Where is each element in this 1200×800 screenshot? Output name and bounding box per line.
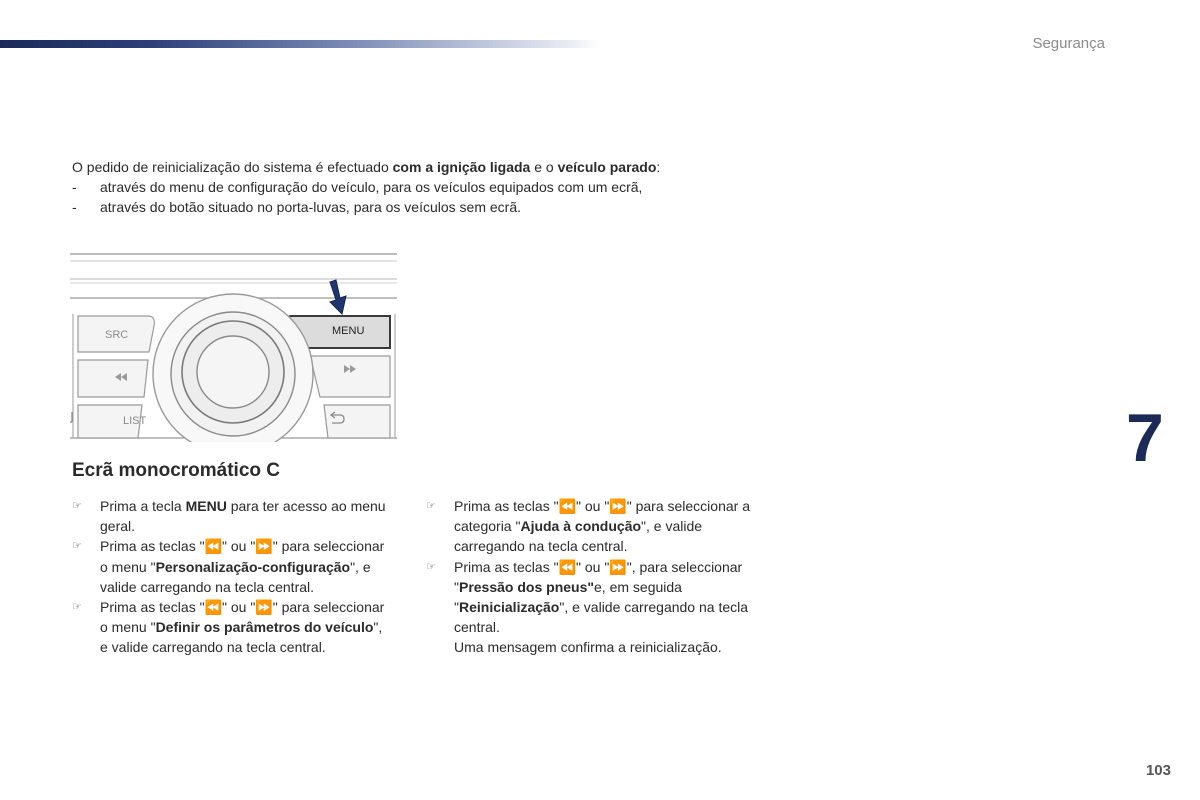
text: Prima as teclas ": [100, 599, 205, 616]
forward-key: [310, 356, 390, 397]
instructions-right-column: [426, 496, 766, 658]
back-key: [324, 405, 390, 438]
text: " para seleccionar o menu ": [100, 599, 385, 636]
instructions-left-column: [72, 496, 392, 658]
text: " ou ": [222, 599, 256, 616]
instruction-item: [426, 557, 766, 658]
text: e, em seguida ": [454, 578, 682, 616]
confirmation-text: Uma mensagem confirma a reinicialização.: [454, 639, 722, 656]
dash-list-item: [72, 177, 772, 197]
text: ", e valide carregando na tecla central.: [454, 518, 703, 555]
text: " ou ": [576, 558, 610, 575]
rewind-icon: ⏪: [558, 498, 576, 514]
rotary-dial-center: [197, 336, 269, 408]
pointing-hand-icon: ☞: [72, 500, 82, 512]
fast-forward-icon: ⏩: [255, 538, 273, 555]
text: " ou ": [576, 498, 610, 514]
chapter-number: 7: [1126, 400, 1164, 476]
intro-lead: [72, 157, 772, 177]
intro-text: O pedido de reinicialização do sistema é efectuado: [72, 159, 393, 175]
bold-text: Ajuda à condução: [520, 518, 642, 535]
instruction-item: [72, 496, 392, 536]
rewind-icon: ⏪: [558, 558, 576, 575]
intro-paragraph: [72, 157, 772, 217]
text: ", e valide carregando na tecla central.: [100, 619, 383, 656]
control-panel-illustration: [70, 252, 397, 442]
dash-bullet: -: [72, 199, 77, 215]
instruction-item: [426, 496, 766, 557]
intro-bold-ignition: com a ignição ligada: [392, 159, 531, 175]
instruction-item: [72, 597, 392, 658]
text: Prima a tecla: [100, 498, 186, 514]
dash-item-text: através do menu de configuração do veículo, para os veículos equipados com um ecrã,: [100, 179, 643, 195]
fast-forward-icon: ⏩: [255, 599, 273, 616]
text: Prima as teclas ": [100, 538, 205, 555]
rewind-icon: ⏪: [204, 599, 222, 616]
text: Prima as teclas ": [454, 498, 559, 514]
intro-bold-stopped: veículo parado: [557, 159, 657, 175]
section-title: Segurança: [1032, 35, 1105, 52]
bold-text: Personalização-configuração: [155, 558, 351, 575]
text: ", e valide carregando na tecla central.: [454, 599, 749, 636]
dash-bullet: -: [72, 179, 77, 195]
pointing-hand-icon: ☞: [72, 601, 82, 614]
fast-forward-icon: ⏩: [609, 558, 627, 575]
text: ", para seleccionar ": [454, 558, 743, 595]
pointing-hand-icon: ☞: [72, 540, 82, 553]
menu-label: MENU: [332, 325, 365, 337]
intro-text: e o: [530, 159, 558, 175]
text: Prima as teclas ": [454, 558, 559, 575]
list-label: LIST: [123, 415, 147, 427]
text: " para seleccionar a categoria ": [454, 498, 750, 535]
bold-text: MENU: [185, 498, 227, 514]
text: " para seleccionar o menu ": [100, 538, 385, 575]
rewind-key: [78, 360, 148, 397]
pointing-hand-icon: ☞: [426, 560, 436, 573]
rewind-icon: ⏪: [204, 538, 222, 555]
text: " ou ": [222, 538, 256, 555]
text: para ter acesso ao menu geral.: [100, 498, 386, 535]
fast-forward-icon: ⏩: [609, 498, 627, 514]
text: ", e valide carregando na tecla central.: [100, 558, 371, 595]
src-label: SRC: [105, 329, 129, 341]
dash-list-item: [72, 197, 772, 217]
page-number: 103: [1145, 762, 1171, 779]
pointing-hand-icon: ☞: [426, 500, 436, 512]
section-subheading: Ecrã monocromático C: [72, 460, 280, 481]
dash-item-text: através do botão situado no porta-luvas, para os veículos sem ecrã.: [100, 199, 522, 215]
header-accent-bar: [0, 40, 600, 48]
bold-text: Reinicialização: [458, 599, 560, 616]
bold-text: Definir os parâmetros do veículo: [155, 619, 374, 636]
instruction-item: [72, 536, 392, 597]
intro-text: :: [656, 159, 661, 175]
bold-text: Pressão dos pneus": [458, 578, 595, 595]
